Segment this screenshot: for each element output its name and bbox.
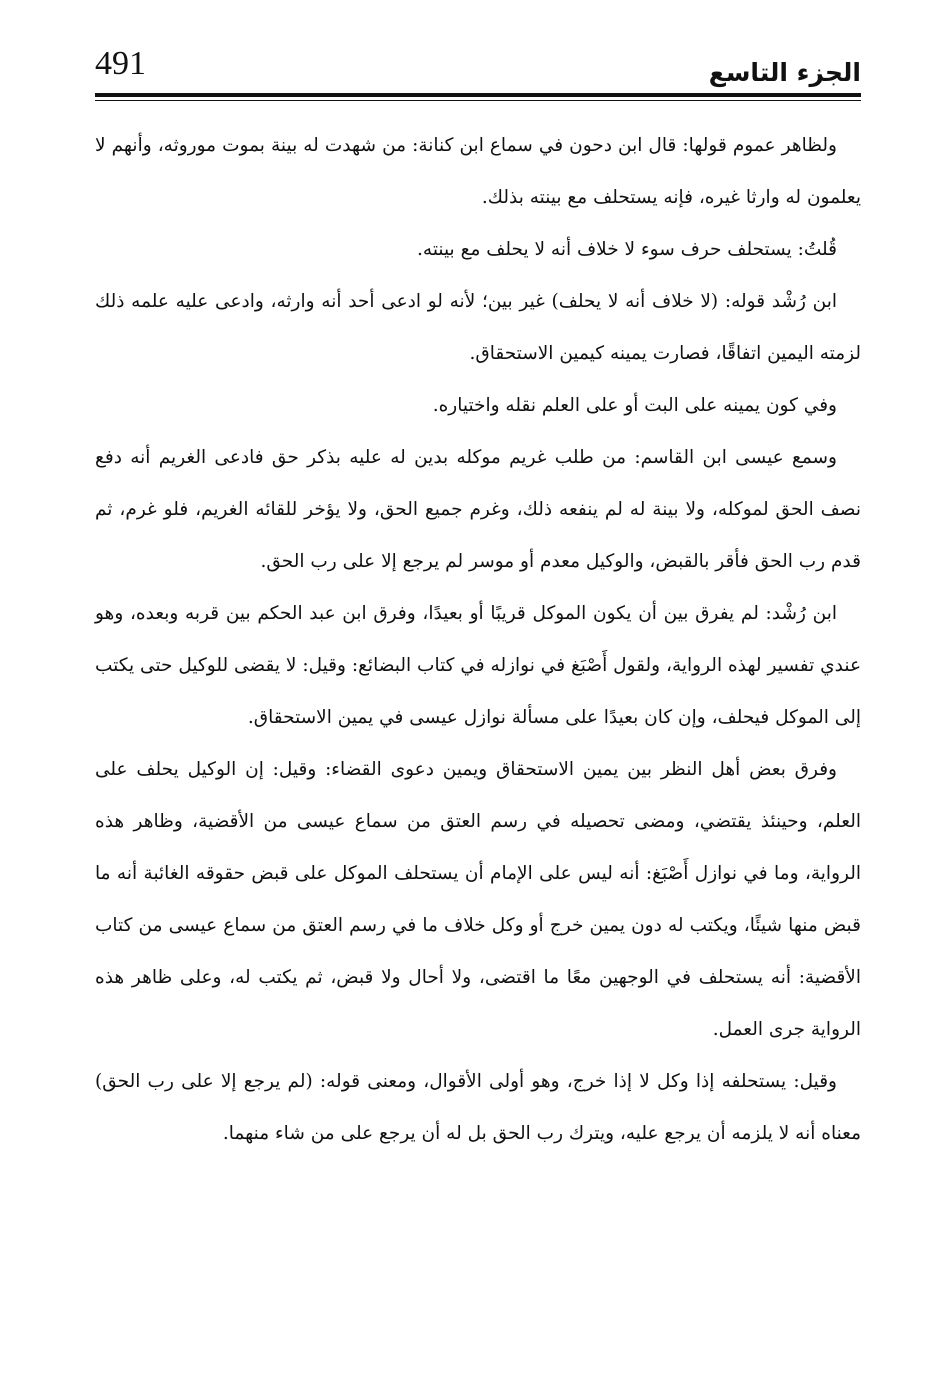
paragraph: وفرق بعض أهل النظر بين يمين الاستحقاق ويمين دعوى القضاء: وقيل: إن الوكيل يحلف على العلم، وحينئذ يقتضي، ومضى تحصيله في رسم العتق من سماع عيسى من الأقضية، وظاهر هذه الرواية، وما في نوازل أَصْبَغ: أنه ليس على الإمام أن يستحلف الموكل على قبض حقوقه الغائبة أنه ما قبض منها شيئًا، ويكتب له دون يمين خرج أو وكل خلاف ما في رسم العتق من سماع عيسى من كتاب الأقضية: أنه يستحلف في الوجهين معًا ما اقتضى، ولا أحال ولا قبض، ثم يكتب له، وعلى ظاهر هذه الرواية جرى العمل. [95, 759, 861, 1040]
paragraph: وفي كون يمينه على البت أو على العلم نقله واختياره. [432, 395, 837, 416]
running-title: الجزء التاسع [708, 58, 861, 87]
paragraph: قُلتُ: يستحلف حرف سوء لا خلاف أنه لا يحلف مع بينته. [417, 239, 837, 260]
text-body [95, 120, 861, 1160]
paragraph: وقيل: يستحلفه إذا وكل لا إذا خرج، وهو أولى الأقوال، ومعنى قوله: (لم يرجع إلا على رب الحق) معناه أنه لا يلزمه أن يرجع عليه، ويترك رب الحق بل له أن يرجع على من شاء منهما. [95, 1071, 861, 1144]
paragraph: ولظاهر عموم قولها: قال ابن دحون في سماع ابن كنانة: من شهدت له بينة بموت موروثه، وأنهم لا يعلمون له وارثا غيره، فإنه يستحلف مع بينته بذلك. [95, 135, 861, 208]
paragraph: ابن رُشْد قوله: (لا خلاف أنه لا يحلف) غير بين؛ لأنه لو ادعى أحد أنه وارثه، وادعى عليه علمه ذلك لزمته اليمين اتفاقًا، فصارت يمينه كيمين الاستحقاق. [95, 291, 861, 364]
paragraph: وسمع عيسى ابن القاسم: من طلب غريم موكله بدين له عليه بذكر حق فادعى الغريم أنه دفع نصف الحق لموكله، ولا بينة له لم ينفعه ذلك، وغرم جميع الحق، ولا يؤخر للقائه الغريم، فلو غرم، ثم قدم رب الحق فأقر بالقبض، والوكيل معدم أو موسر لم يرجع إلا على رب الحق. [95, 447, 861, 572]
page-header [95, 40, 861, 90]
header-rule-thick [95, 93, 861, 97]
page-number: 491 [95, 45, 146, 82]
paragraph: ابن رُشْد: لم يفرق بين أن يكون الموكل قريبًا أو بعيدًا، وفرق ابن عبد الحكم بين قربه وبعده، وهو عندي تفسير لهذه الرواية، ولقول أَصْبَغ في نوازله في كتاب البضائع: وقيل: لا يقضى للوكيل حتى يكتب إلى الموكل فيحلف، وإن كان بعيدًا على مسألة نوازل عيسى في يمين الاستحقاق. [95, 603, 861, 728]
header-rule-thin [95, 100, 861, 101]
